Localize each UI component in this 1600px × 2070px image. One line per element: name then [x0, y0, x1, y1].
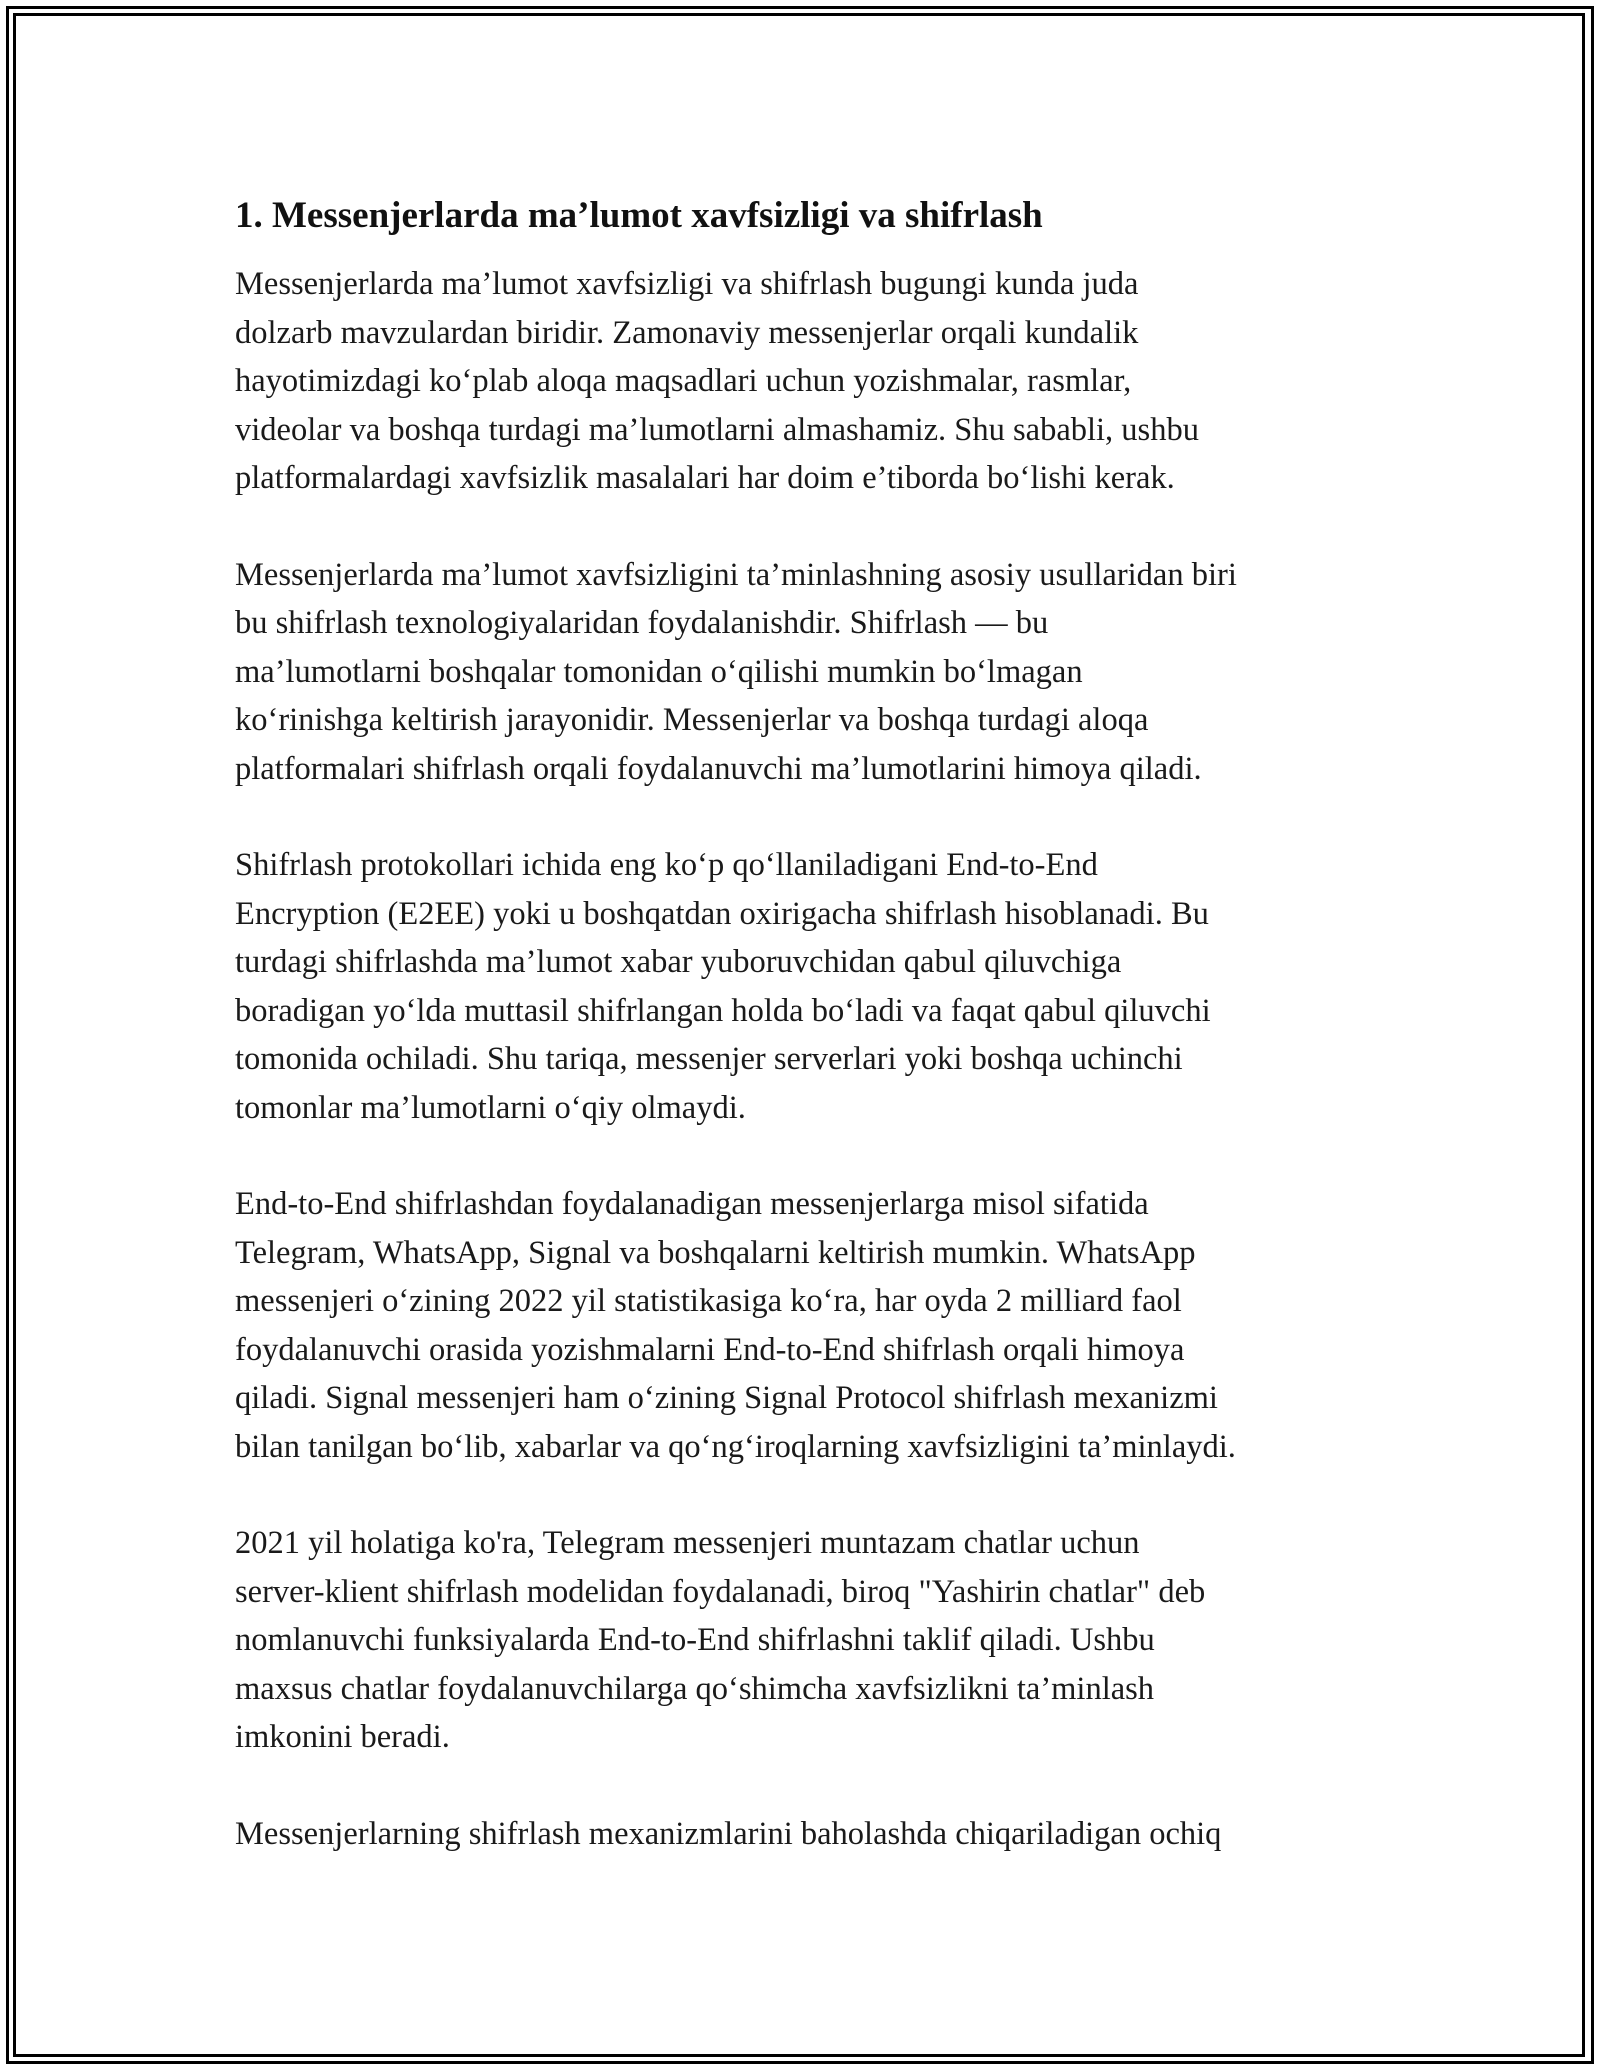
text-line: turdagi shifrlashda ma’lumot xabar yuboruvchidan qabul qiluvchiga	[235, 944, 1122, 980]
text-line: 2021 yil holatiga ko'ra, Telegram messenjeri muntazam chatlar uchun	[235, 1525, 1140, 1561]
text-line: nomlanuvchi funksiyalarda End-to-End shifrlashni taklif qiladi. Ushbu	[235, 1622, 1155, 1658]
text-line: server-klient shifrlash modelidan foydalanadi, biroq "Yashirin chatlar" deb	[235, 1573, 1206, 1610]
text-line: Messenjerlarda ma’lumot xavfsizligi va shifrlash bugungi kunda juda	[235, 266, 1139, 302]
text-line: Encryption (E2EE) yoki u boshqatdan oxirigacha shifrlash hisoblanadi. Bu	[235, 895, 1209, 932]
text-line: foydalanuvchi orasida yozishmalarni End-to-End shifrlash orqali himoya	[235, 1331, 1185, 1368]
text-line: platformalari shifrlash orqali foydalanuvchi ma’lumotlarini himoya qiladi.	[235, 750, 1202, 787]
text-line: End-to-End shifrlashdan foydalanadigan messenjerlarga misol sifatida	[235, 1186, 1149, 1222]
text-line: ko‘rinishga keltirish jarayonidir. Messenjerlar va boshqa turdagi aloqa	[235, 702, 1149, 738]
text-line: videolar va boshqa turdagi ma’lumotlarni almashamiz. Shu sababli, ushbu	[235, 411, 1199, 448]
text-line: qiladi. Signal messenjeri ham o‘zining Signal Protocol shifrlash mexanizmi	[235, 1380, 1218, 1416]
document-body	[235, 190, 1385, 1906]
text-line: Telegram, WhatsApp, Signal va boshqalarni keltirish mumkin. WhatsApp	[235, 1234, 1196, 1271]
text-line: tomonlar ma’lumotlarni o‘qiy olmaydi.	[235, 1089, 746, 1126]
text-line: boradigan yo‘lda muttasil shifrlangan holda bo‘ladi va faqat qabul qiluvchi	[235, 992, 1211, 1029]
text-line: maxsus chatlar foydalanuvchilarga qo‘shimcha xavfsizlikni ta’minlash	[235, 1670, 1155, 1707]
text-line: platformalardagi xavfsizlik masalalari har doim e’tiborda bo‘lishi kerak.	[235, 460, 1175, 496]
text-line: ma’lumotlarni boshqalar tomonidan o‘qilishi mumkin bo‘lmagan	[235, 653, 1083, 690]
text-line: messenjeri o‘zining 2022 yil statistikasiga ko‘ra, har oyda 2 milliard faol	[235, 1283, 1182, 1319]
section-heading: 1. Messenjerlarda ma’lumot xavfsizligi va shifrlash	[235, 195, 1043, 236]
paragraph-intro	[235, 260, 1385, 503]
text-line: Shifrlash protokollari ichida eng ko‘p qo‘llaniladigani End-to-End	[235, 847, 1098, 883]
text-line: bilan tanilgan bo‘lib, xabarlar va qo‘ng‘iroqlarning xavfsizligini ta’minlaydi.	[235, 1428, 1236, 1465]
text-line: imkonini beradi.	[235, 1719, 450, 1755]
text-line: bu shifrlash texnologiyalaridan foydalanishdir. Shifrlash — bu	[235, 605, 1049, 641]
text-line: tomonida ochiladi. Shu tariqa, messenjer serverlari yoki boshqa uchinchi	[235, 1041, 1183, 1077]
paragraph-messenger-examples	[235, 1180, 1385, 1471]
paragraph-telegram	[235, 1519, 1385, 1762]
text-line: Messenjerlarda ma’lumot xavfsizligini ta’minlashning asosiy usullaridan biri	[235, 556, 1237, 593]
paragraph-evaluation	[235, 1810, 1385, 1859]
text-line: dolzarb mavzulardan biridir. Zamonaviy messenjerlar orqali kundalik	[235, 314, 1139, 351]
text-line: hayotimizdagi ko‘plab aloqa maqsadlari uchun yozishmalar, rasmlar,	[235, 363, 1132, 399]
paragraph-e2ee	[235, 841, 1385, 1132]
paragraph-encryption-definition	[235, 551, 1385, 794]
text-line: Messenjerlarning shifrlash mexanizmlarini baholashda chiqariladigan ochiq	[235, 1815, 1222, 1852]
